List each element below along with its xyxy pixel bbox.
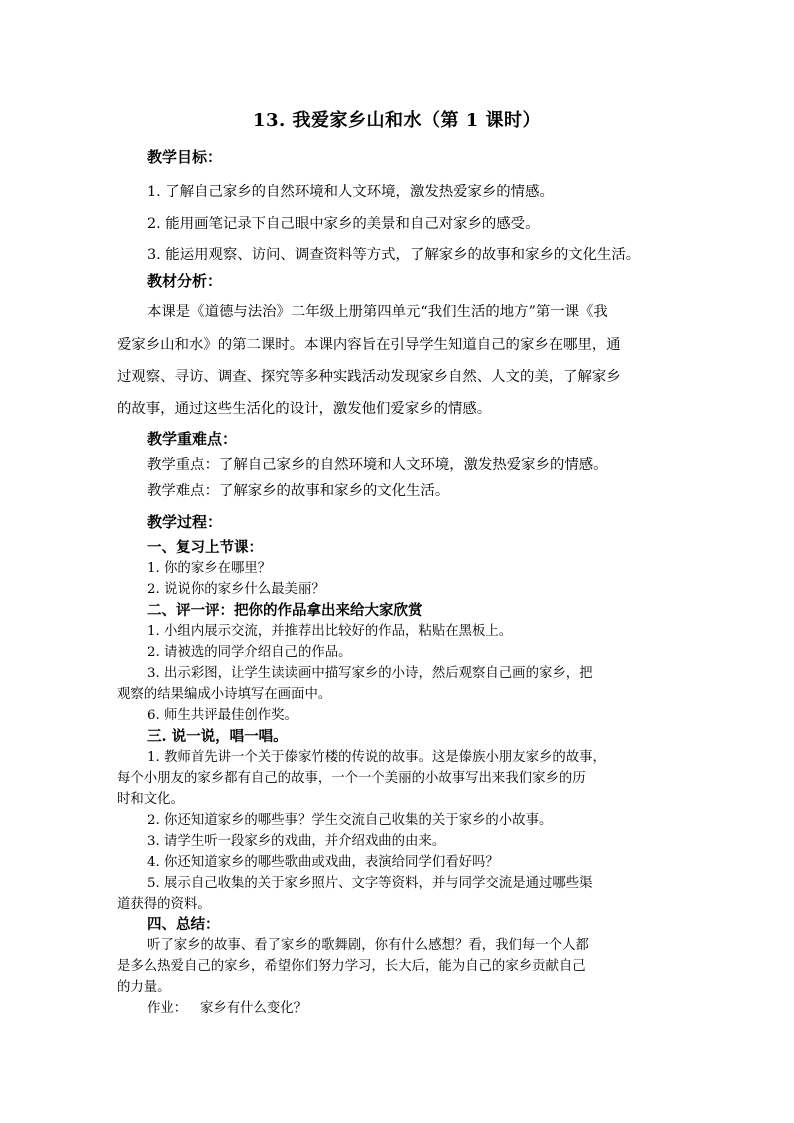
section-3-item-1-cont-2: 时和文化。 bbox=[117, 792, 184, 807]
section-2-item-3-cont: 观察的结果编成小诗填写在画面中。 bbox=[117, 687, 332, 702]
section-3-item-2: 2. 你还知道家乡的哪些事？学生交流自己收集的关于家乡的小故事。 bbox=[147, 813, 553, 828]
keypoints-heading: 教学重难点： bbox=[147, 430, 238, 448]
section-3-item-5: 5. 展示自己收集的关于家乡照片、文字等资料，并与同学交流是通过哪些渠 bbox=[147, 876, 593, 891]
section-2-item-3: 3. 出示彩图，让学生读读画中描写家乡的小诗，然后观察自己画的家乡，把 bbox=[147, 666, 593, 681]
process-heading: 教学过程： bbox=[147, 513, 223, 531]
section-2-item-2: 2. 请被选的同学介绍自己的作品。 bbox=[147, 645, 352, 660]
summary-line-3: 的力量。 bbox=[117, 980, 171, 995]
section-3-title: 三. 说一说，唱一唱。 bbox=[147, 728, 288, 745]
section-4-title: 四、总结： bbox=[147, 916, 220, 933]
keypoint-focus: 教学重点：了解自己家乡的自然环境和人文环境，激发热爱家乡的情感。 bbox=[147, 457, 608, 473]
section-3-item-1-cont-1: 每个小朋友的家乡都有自己的故事，一个一个美丽的小故事写出来我们家乡的历 bbox=[117, 771, 586, 786]
section-1-item-2: 2. 说说你的家乡什么最美丽？ bbox=[147, 582, 325, 597]
goal-item-3: 3. 能运用观察、访问、调查资料等方式，了解家乡的故事和家乡的文化生活。 bbox=[147, 247, 641, 263]
section-3-item-3: 3. 请学生听一段家乡的戏曲，并介绍戏曲的由来。 bbox=[147, 834, 446, 849]
goal-item-1: 1. 了解自己家乡的自然环境和人文环境，激发热爱家乡的情感。 bbox=[147, 184, 554, 200]
analysis-line-1: 本课是《道德与法治》二年级上册第四单元“我们生活的地方”第一课《我 bbox=[147, 304, 608, 320]
goals-heading: 教学目标： bbox=[147, 148, 223, 166]
homework-line: 作业： 家乡有什么变化？ bbox=[147, 1001, 308, 1016]
section-3-item-5-cont: 道获得的资料。 bbox=[117, 897, 211, 912]
section-2-title: 二、评一评：把你的作品拿出来给大家欣赏 bbox=[147, 602, 423, 619]
keypoint-difficulty: 教学难点：了解家乡的故事和家乡的文化生活。 bbox=[147, 483, 450, 499]
section-2-item-6: 6. 师生共评最佳创作奖。 bbox=[147, 708, 298, 723]
summary-line-1: 听了家乡的故事、看了家乡的歌舞剧，你有什么感想？看，我们每一个人都 bbox=[147, 938, 589, 953]
analysis-line-3: 过观察、寻访、调查、探究等多种实践活动发现家乡自然、人文的美，了解家乡 bbox=[117, 369, 621, 385]
analysis-heading: 教材分析： bbox=[147, 272, 223, 290]
goal-item-2: 2. 能用画笔记录下自己眼中家乡的美景和自己对家乡的感受。 bbox=[147, 216, 540, 232]
section-2-item-1: 1. 小组内展示交流，并推荐出比较好的作品，粘贴在黑板上。 bbox=[147, 624, 513, 639]
section-3-item-1: 1. 教师首先讲一个关于傣家竹楼的传说的故事。这是傣族小朋友家乡的故事， bbox=[147, 750, 606, 765]
analysis-line-4: 的故事，通过这些生活化的设计，激发他们爱家乡的情感。 bbox=[117, 401, 492, 417]
section-1-item-1: 1. 你的家乡在哪里？ bbox=[147, 561, 272, 576]
lesson-title: 13. 我爱家乡山和水（第 1 课时） bbox=[252, 110, 542, 131]
section-3-item-4: 4. 你还知道家乡的哪些歌曲或戏曲，表演给同学们看好吗？ bbox=[147, 855, 499, 870]
analysis-line-2: 爱家乡山和水》的第二课时。本课内容旨在引导学生知道自己的家乡在哪里，通 bbox=[117, 337, 621, 353]
section-1-title: 一、复习上节课： bbox=[147, 539, 263, 556]
summary-line-2: 是多么热爱自己的家乡，希望你们努力学习，长大后，能为自己的家乡贡献自己 bbox=[117, 959, 586, 974]
